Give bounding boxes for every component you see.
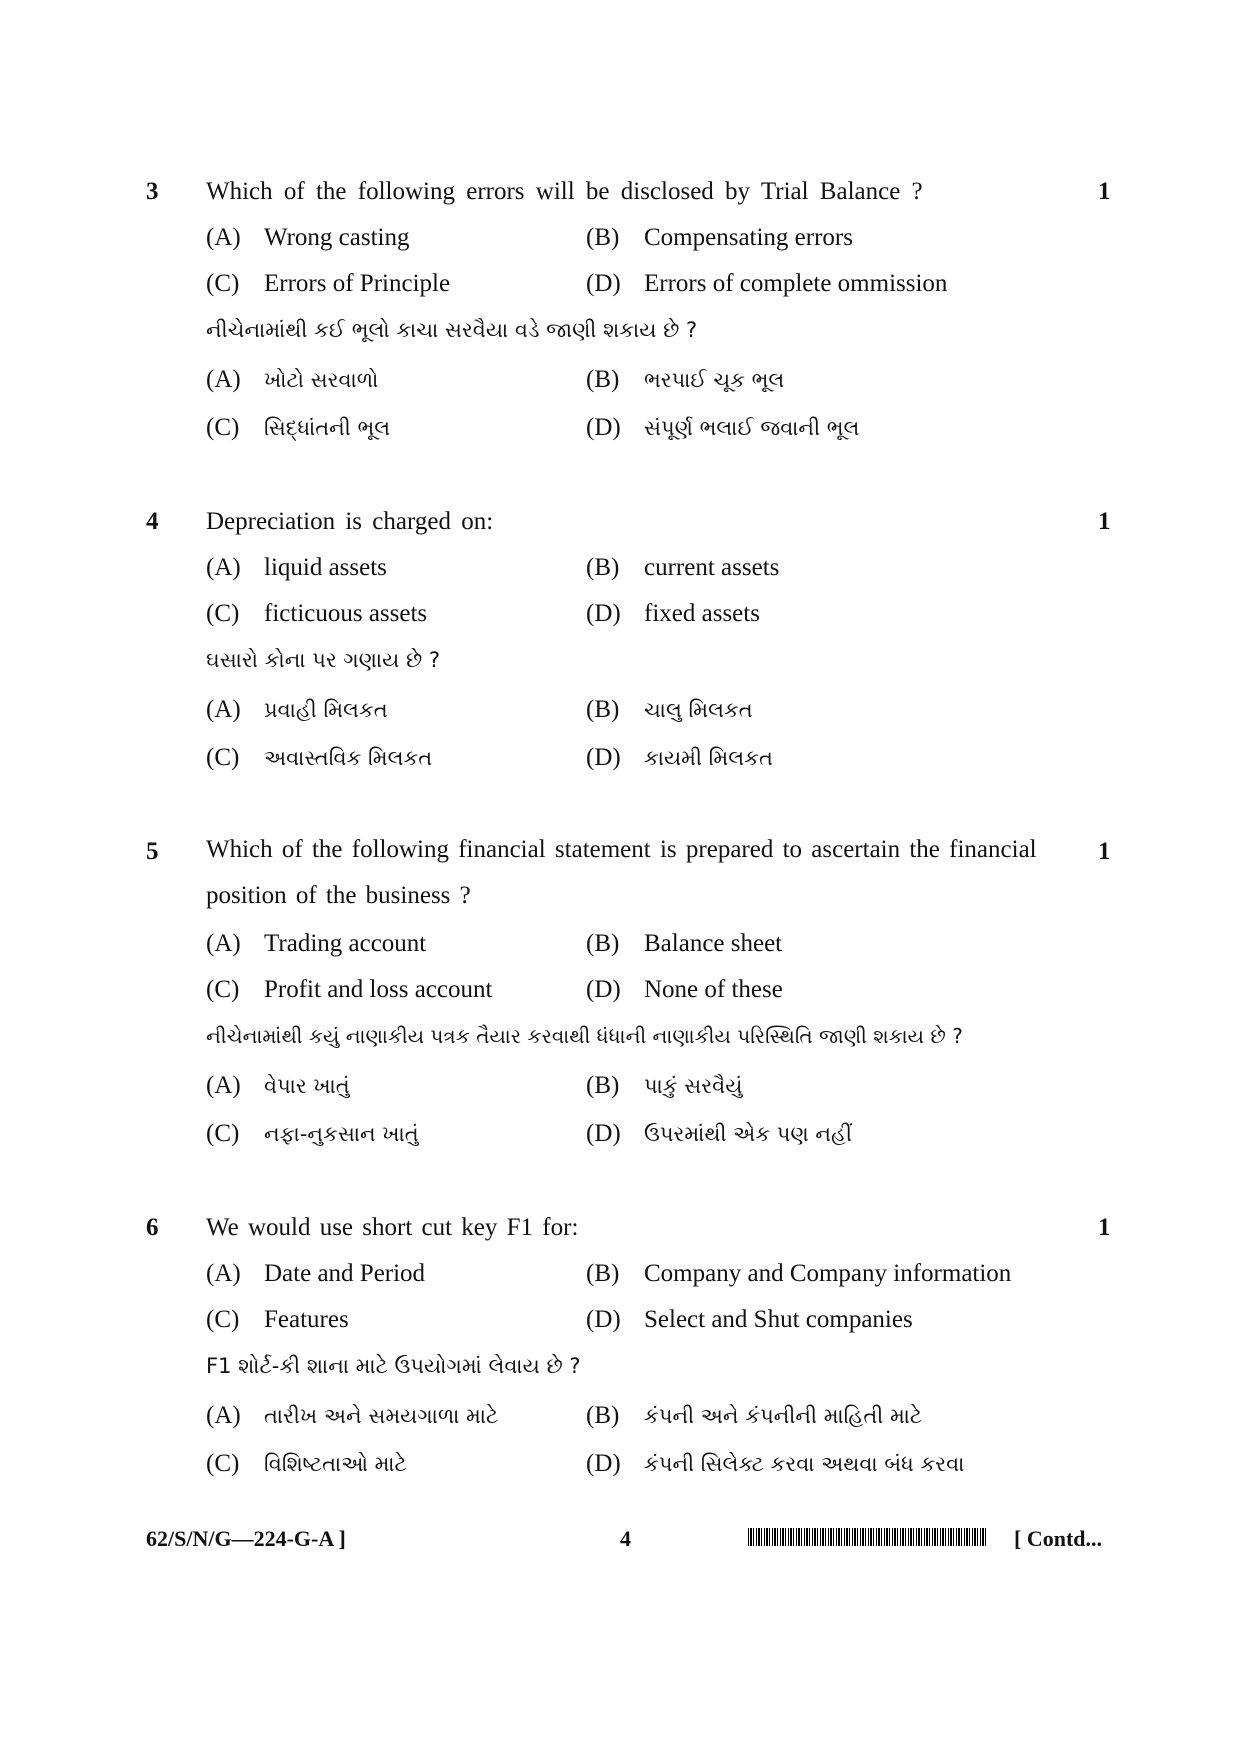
gujarati-stem: ઘસારો કોના પર ગણાય છે ? — [206, 648, 441, 672]
option-a — [206, 1260, 425, 1288]
option-text: પ્રવાહી મિલકત — [264, 698, 388, 722]
option-label: (A) — [206, 696, 241, 723]
option-a — [206, 930, 426, 958]
option-b — [586, 554, 779, 582]
question-stem: Which of the following errors will be disclosed by Trial Balance ? — [206, 178, 923, 205]
option-text: None of these — [644, 976, 783, 1003]
option-text: ભરપાઈ ચૂક ભૂલ — [644, 368, 785, 392]
option-text: સંપૂર્ણ ભલાઈ જવાની ભૂલ — [644, 416, 860, 440]
option-text: Features — [264, 1306, 349, 1333]
option-label: (D) — [586, 1306, 621, 1333]
option-c — [206, 976, 492, 1004]
gujarati-option-c — [206, 414, 390, 442]
question-number: 5 — [146, 838, 159, 865]
option-text: કંપની સિલેક્ટ કરવા અથવા બંધ કરવા — [644, 1452, 965, 1476]
gujarati-option-d — [586, 1120, 852, 1148]
option-label: (D) — [586, 1120, 621, 1147]
option-text: સિદ્ધાંતની ભૂલ — [264, 416, 391, 440]
option-label: (A) — [206, 366, 241, 393]
option-label: (A) — [206, 554, 241, 581]
option-text: કંપની અને કંપનીની માહિતી માટે — [644, 1404, 923, 1428]
option-text: fixed assets — [644, 600, 760, 627]
option-text: Wrong casting — [264, 224, 410, 251]
question-number: 3 — [146, 178, 159, 205]
option-text: Date and Period — [264, 1260, 426, 1287]
option-text: Select and Shut companies — [644, 1306, 913, 1333]
option-text: તારીખ અને સમયગાળા માટે — [264, 1404, 499, 1428]
page-number: 4 — [620, 1526, 631, 1551]
option-text: વેપાર ખાતું — [264, 1074, 350, 1098]
option-a — [206, 554, 387, 582]
option-label: (B) — [586, 1072, 620, 1099]
question-number: 4 — [146, 508, 159, 535]
question-stem: Which of the following financial statement is prepared to ascertain the financial position of the business ? — [206, 836, 1037, 909]
question-marks: 1 — [1098, 508, 1111, 535]
gujarati-stem: નીચેનામાંથી કયું નાણાકીય પત્રક તૈયાર કરવાથી ધંધાની નાણાકીય પરિસ્થિતિ જાણી શકાય છે ? — [206, 1024, 963, 1048]
option-label: (B) — [586, 1402, 620, 1429]
gujarati-option-d — [586, 744, 773, 772]
gujarati-option-c — [206, 1450, 407, 1478]
gujarati-option-a — [206, 1072, 350, 1100]
gujarati-option-b — [586, 1402, 922, 1430]
option-c — [206, 600, 427, 628]
question-marks: 1 — [1098, 178, 1111, 205]
gujarati-option-c — [206, 1120, 419, 1148]
option-d — [586, 976, 783, 1004]
gujarati-stem: નીચેનામાંથી કઈ ભૂલો કાચા સરવૈયા વડે જાણી શકાય છે ? — [206, 318, 698, 342]
option-d — [586, 1306, 913, 1334]
option-label: (D) — [586, 414, 621, 441]
option-text: ચાલુ મિલકત — [644, 698, 753, 722]
option-label: (A) — [206, 1402, 241, 1429]
option-label: (B) — [586, 930, 620, 957]
barcode-icon — [748, 1528, 986, 1546]
option-text: Errors of complete ommission — [644, 270, 948, 297]
option-b — [586, 930, 782, 958]
question-stem: We would use short cut key F1 for: — [206, 1214, 579, 1241]
option-label: (B) — [586, 366, 620, 393]
option-text: Profit and loss account — [264, 976, 493, 1003]
option-label: (B) — [586, 696, 620, 723]
gujarati-option-b — [586, 1072, 742, 1100]
option-label: (C) — [206, 1450, 240, 1477]
gujarati-option-a — [206, 366, 378, 394]
question-number: 6 — [146, 1214, 159, 1241]
option-text: Balance sheet — [644, 930, 783, 957]
option-text: liquid assets — [264, 554, 387, 581]
option-text: Errors of Principle — [264, 270, 451, 297]
gujarati-option-c — [206, 744, 432, 772]
gujarati-stem: F1 શોર્ટ-કી શાના માટે ઉપયોગમાં લેવાય છે ? — [206, 1354, 581, 1378]
option-label: (B) — [586, 224, 620, 251]
option-label: (C) — [206, 414, 240, 441]
option-label: (A) — [206, 1072, 241, 1099]
option-label: (C) — [206, 976, 240, 1003]
option-d — [586, 600, 760, 628]
option-text: current assets — [644, 554, 780, 581]
option-b — [586, 224, 853, 252]
option-a — [206, 224, 409, 252]
option-label: (C) — [206, 744, 240, 771]
option-label: (D) — [586, 976, 621, 1003]
option-text: નફા-નુકસાન ખાતું — [264, 1122, 419, 1146]
option-label: (C) — [206, 270, 240, 297]
option-label: (B) — [586, 554, 620, 581]
option-c — [206, 1306, 349, 1334]
gujarati-option-d — [586, 414, 859, 442]
gujarati-option-a — [206, 1402, 498, 1430]
option-label: (D) — [586, 270, 621, 297]
gujarati-option-b — [586, 696, 753, 724]
question-marks: 1 — [1098, 1214, 1111, 1241]
option-text: ઉપરમાંથી એક પણ નહીં — [644, 1122, 852, 1146]
option-text: Trading account — [264, 930, 427, 957]
option-label: (D) — [586, 744, 621, 771]
option-text: કાયમી મિલકત — [644, 746, 773, 770]
gujarati-option-a — [206, 696, 388, 724]
option-d — [586, 270, 947, 298]
option-text: ficticuous assets — [264, 600, 428, 627]
contd-label: [ Contd... — [1014, 1526, 1103, 1551]
option-label: (A) — [206, 1260, 241, 1287]
question-marks: 1 — [1098, 838, 1111, 865]
paper-code: 62/S/N/G—224-G-A ] — [146, 1526, 346, 1551]
option-label: (C) — [206, 1306, 240, 1333]
option-c — [206, 270, 450, 298]
gujarati-option-d — [586, 1450, 964, 1478]
option-b — [586, 1260, 1011, 1288]
option-label: (C) — [206, 600, 240, 627]
option-text: ખોટો સરવાળો — [264, 368, 379, 392]
option-text: પાકું સરવૈયું — [644, 1074, 743, 1098]
option-label: (C) — [206, 1120, 240, 1147]
option-label: (D) — [586, 1450, 621, 1477]
option-label: (D) — [586, 600, 621, 627]
gujarati-option-b — [586, 366, 784, 394]
option-text: Company and Company information — [644, 1260, 1012, 1287]
option-text: વિશિષ્ટતાઓ માટે — [264, 1452, 407, 1476]
option-text: અવાસ્તવિક મિલકત — [264, 746, 433, 770]
option-text: Compensating errors — [644, 224, 853, 251]
option-label: (A) — [206, 930, 241, 957]
question-stem: Depreciation is charged on: — [206, 508, 494, 535]
option-label: (B) — [586, 1260, 620, 1287]
option-label: (A) — [206, 224, 241, 251]
